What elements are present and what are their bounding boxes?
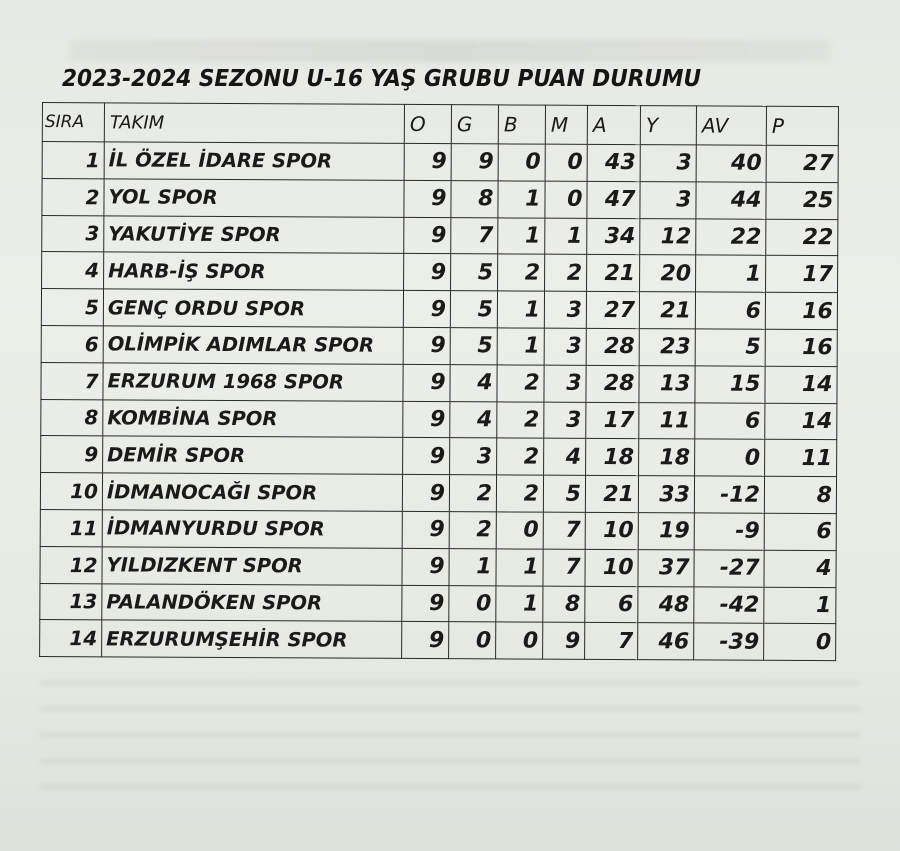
cell-goal-diff: 22 [696, 219, 766, 256]
header-points: P [766, 106, 838, 145]
cell-rank: 7 [41, 362, 103, 399]
cell-won: 4 [450, 401, 497, 438]
cell-drawn: 1 [497, 328, 544, 365]
cell-goals-against: 11 [639, 402, 695, 439]
cell-played: 9 [403, 327, 450, 364]
cell-goals-against: 12 [640, 218, 696, 255]
table-row [40, 583, 836, 624]
cell-points: 4 [764, 550, 836, 587]
cell-goal-diff: 44 [696, 182, 766, 219]
cell-team: ERZURUMŞEHİR SPOR [102, 620, 402, 658]
cell-goals-against: 23 [639, 329, 695, 366]
cell-goal-diff: -27 [694, 550, 764, 587]
header-lost: M [545, 105, 587, 144]
table-row [42, 215, 838, 256]
cell-rank: 6 [41, 325, 103, 362]
cell-rank: 2 [42, 178, 104, 215]
cell-won: 8 [451, 180, 498, 217]
cell-goals-against: 21 [639, 292, 695, 329]
cell-team: YILDIZKENT SPOR [102, 547, 402, 585]
cell-team: İDMANYURDU SPOR [102, 510, 402, 548]
cell-drawn: 1 [497, 291, 544, 328]
cell-won: 2 [449, 475, 496, 512]
cell-points: 0 [764, 624, 836, 661]
cell-rank: 1 [42, 142, 104, 179]
cell-goals-for: 6 [585, 586, 638, 623]
header-goal-diff: AV [696, 106, 766, 145]
cell-lost: 2 [545, 255, 587, 292]
cell-won: 7 [451, 217, 498, 254]
cell-rank: 5 [41, 289, 103, 326]
cell-goals-for: 21 [585, 476, 638, 513]
cell-lost: 0 [545, 144, 587, 181]
cell-drawn: 1 [496, 549, 543, 586]
cell-points: 14 [765, 403, 837, 440]
cell-team: PALANDÖKEN SPOR [102, 583, 402, 621]
table-row [41, 399, 837, 440]
header-team: TAKIM [104, 103, 404, 144]
cell-won: 9 [451, 144, 498, 181]
cell-points: 27 [766, 145, 838, 182]
cell-points: 8 [764, 476, 836, 513]
table-row [42, 252, 838, 293]
cell-goals-against: 13 [639, 365, 695, 402]
cell-drawn: 0 [496, 622, 543, 659]
cell-team: YAKUTİYE SPOR [104, 215, 404, 253]
cell-rank: 8 [41, 399, 103, 436]
cell-goals-for: 10 [585, 549, 638, 586]
cell-goal-diff: 0 [695, 439, 765, 476]
cell-won: 0 [449, 585, 496, 622]
table-row [40, 473, 836, 514]
cell-lost: 0 [545, 181, 587, 218]
cell-drawn: 2 [497, 438, 544, 475]
cell-points: 17 [766, 256, 838, 293]
cell-played: 9 [403, 438, 450, 475]
cell-played: 9 [403, 401, 450, 438]
cell-played: 9 [402, 475, 449, 512]
cell-drawn: 2 [497, 365, 544, 402]
table-row [42, 142, 838, 183]
bleed-through-shadow [70, 40, 830, 62]
cell-drawn: 0 [498, 144, 545, 181]
cell-rank: 14 [40, 620, 102, 657]
cell-goals-for: 47 [587, 181, 640, 218]
cell-played: 9 [402, 548, 449, 585]
cell-goals-for: 34 [587, 218, 640, 255]
table-row [41, 436, 837, 477]
cell-goals-for: 21 [587, 255, 640, 292]
cell-points: 22 [766, 219, 838, 256]
cell-team: İL ÖZEL İDARE SPOR [104, 142, 404, 180]
cell-drawn: 0 [496, 512, 543, 549]
cell-won: 2 [449, 512, 496, 549]
cell-team: ERZURUM 1968 SPOR [103, 363, 403, 401]
cell-drawn: 2 [497, 401, 544, 438]
cell-rank: 11 [40, 509, 102, 546]
cell-played: 9 [402, 511, 449, 548]
cell-played: 9 [404, 180, 451, 217]
header-goals-against: Y [640, 106, 696, 145]
table-row [40, 620, 836, 661]
cell-goals-against: 3 [640, 145, 696, 182]
cell-points: 16 [765, 329, 837, 366]
cell-team: HARB-İŞ SPOR [104, 252, 404, 290]
cell-points: 14 [765, 366, 837, 403]
cell-lost: 7 [543, 549, 585, 586]
cell-team: KOMBİNA SPOR [103, 399, 403, 437]
cell-goal-diff: -9 [694, 513, 764, 550]
cell-drawn: 1 [498, 217, 545, 254]
table-row [41, 289, 837, 330]
table-row [40, 509, 836, 550]
cell-team: OLİMPİK ADIMLAR SPOR [103, 326, 403, 364]
standings-table [39, 102, 839, 661]
cell-goal-diff: -12 [694, 476, 764, 513]
cell-points: 25 [766, 182, 838, 219]
cell-played: 9 [403, 364, 450, 401]
cell-drawn: 1 [496, 585, 543, 622]
cell-goal-diff: 5 [695, 329, 765, 366]
cell-played: 9 [404, 254, 451, 291]
cell-goals-against: 46 [638, 623, 694, 660]
cell-played: 9 [402, 585, 449, 622]
cell-goal-diff: 40 [696, 145, 766, 182]
cell-drawn: 2 [496, 475, 543, 512]
header-won: G [451, 105, 498, 144]
cell-goal-diff: 15 [695, 366, 765, 403]
cell-won: 4 [450, 364, 497, 401]
cell-lost: 7 [543, 512, 585, 549]
cell-goals-against: 48 [638, 586, 694, 623]
bleed-through-lines [40, 680, 860, 790]
cell-goals-for: 28 [586, 365, 639, 402]
cell-goals-for: 27 [586, 292, 639, 329]
cell-goal-diff: -39 [694, 623, 764, 660]
cell-goal-diff: 6 [695, 403, 765, 440]
table-row [40, 546, 836, 587]
page-title: 2023-2024 SEZONU U-16 YAŞ GRUBU PUAN DURUMU [62, 66, 702, 92]
header-drawn: B [498, 105, 545, 144]
cell-team: YOL SPOR [104, 179, 404, 217]
cell-goals-against: 18 [639, 439, 695, 476]
cell-lost: 3 [544, 328, 586, 365]
cell-won: 1 [449, 548, 496, 585]
cell-rank: 10 [40, 473, 102, 510]
cell-team: İDMANOCAĞI SPOR [102, 473, 402, 511]
header-row [42, 103, 838, 146]
cell-won: 0 [449, 622, 496, 659]
header-played: O [404, 104, 451, 143]
cell-lost: 3 [544, 291, 586, 328]
cell-goals-for: 7 [585, 623, 638, 660]
cell-points: 6 [764, 513, 836, 550]
cell-points: 1 [764, 587, 836, 624]
cell-lost: 3 [544, 365, 586, 402]
cell-goals-for: 10 [585, 512, 638, 549]
cell-goals-for: 17 [586, 402, 639, 439]
table-row [42, 178, 838, 219]
cell-lost: 1 [545, 218, 587, 255]
cell-lost: 5 [543, 475, 585, 512]
cell-goals-against: 3 [640, 181, 696, 218]
cell-goal-diff: 6 [695, 292, 765, 329]
table-row [41, 325, 837, 366]
header-goals-for: A [587, 105, 640, 144]
cell-rank: 12 [40, 546, 102, 583]
cell-won: 5 [451, 254, 498, 291]
cell-played: 9 [403, 291, 450, 328]
header-rank: SIRA [42, 103, 104, 142]
cell-played: 9 [402, 622, 449, 659]
cell-points: 16 [765, 292, 837, 329]
cell-points: 11 [765, 440, 837, 477]
cell-goals-for: 43 [587, 144, 640, 181]
cell-lost: 4 [544, 439, 586, 476]
table-row [41, 362, 837, 403]
cell-goals-against: 37 [638, 549, 694, 586]
cell-lost: 8 [543, 586, 585, 623]
cell-goals-against: 33 [638, 476, 694, 513]
cell-lost: 9 [543, 622, 585, 659]
cell-team: GENÇ ORDU SPOR [103, 289, 403, 327]
cell-goals-for: 28 [586, 328, 639, 365]
cell-rank: 13 [40, 583, 102, 620]
cell-goal-diff: -42 [694, 586, 764, 623]
cell-drawn: 1 [498, 181, 545, 218]
cell-goals-for: 18 [586, 439, 639, 476]
cell-played: 9 [404, 217, 451, 254]
cell-won: 5 [450, 291, 497, 328]
cell-played: 9 [404, 143, 451, 180]
cell-goal-diff: 1 [696, 255, 766, 292]
cell-team: DEMİR SPOR [103, 436, 403, 474]
standings-body [40, 142, 839, 661]
cell-drawn: 2 [498, 254, 545, 291]
cell-rank: 9 [41, 436, 103, 473]
cell-lost: 3 [544, 402, 586, 439]
cell-won: 3 [450, 438, 497, 475]
cell-goals-against: 20 [640, 255, 696, 292]
cell-rank: 3 [42, 215, 104, 252]
cell-rank: 4 [42, 252, 104, 289]
cell-won: 5 [450, 328, 497, 365]
cell-goals-against: 19 [638, 513, 694, 550]
